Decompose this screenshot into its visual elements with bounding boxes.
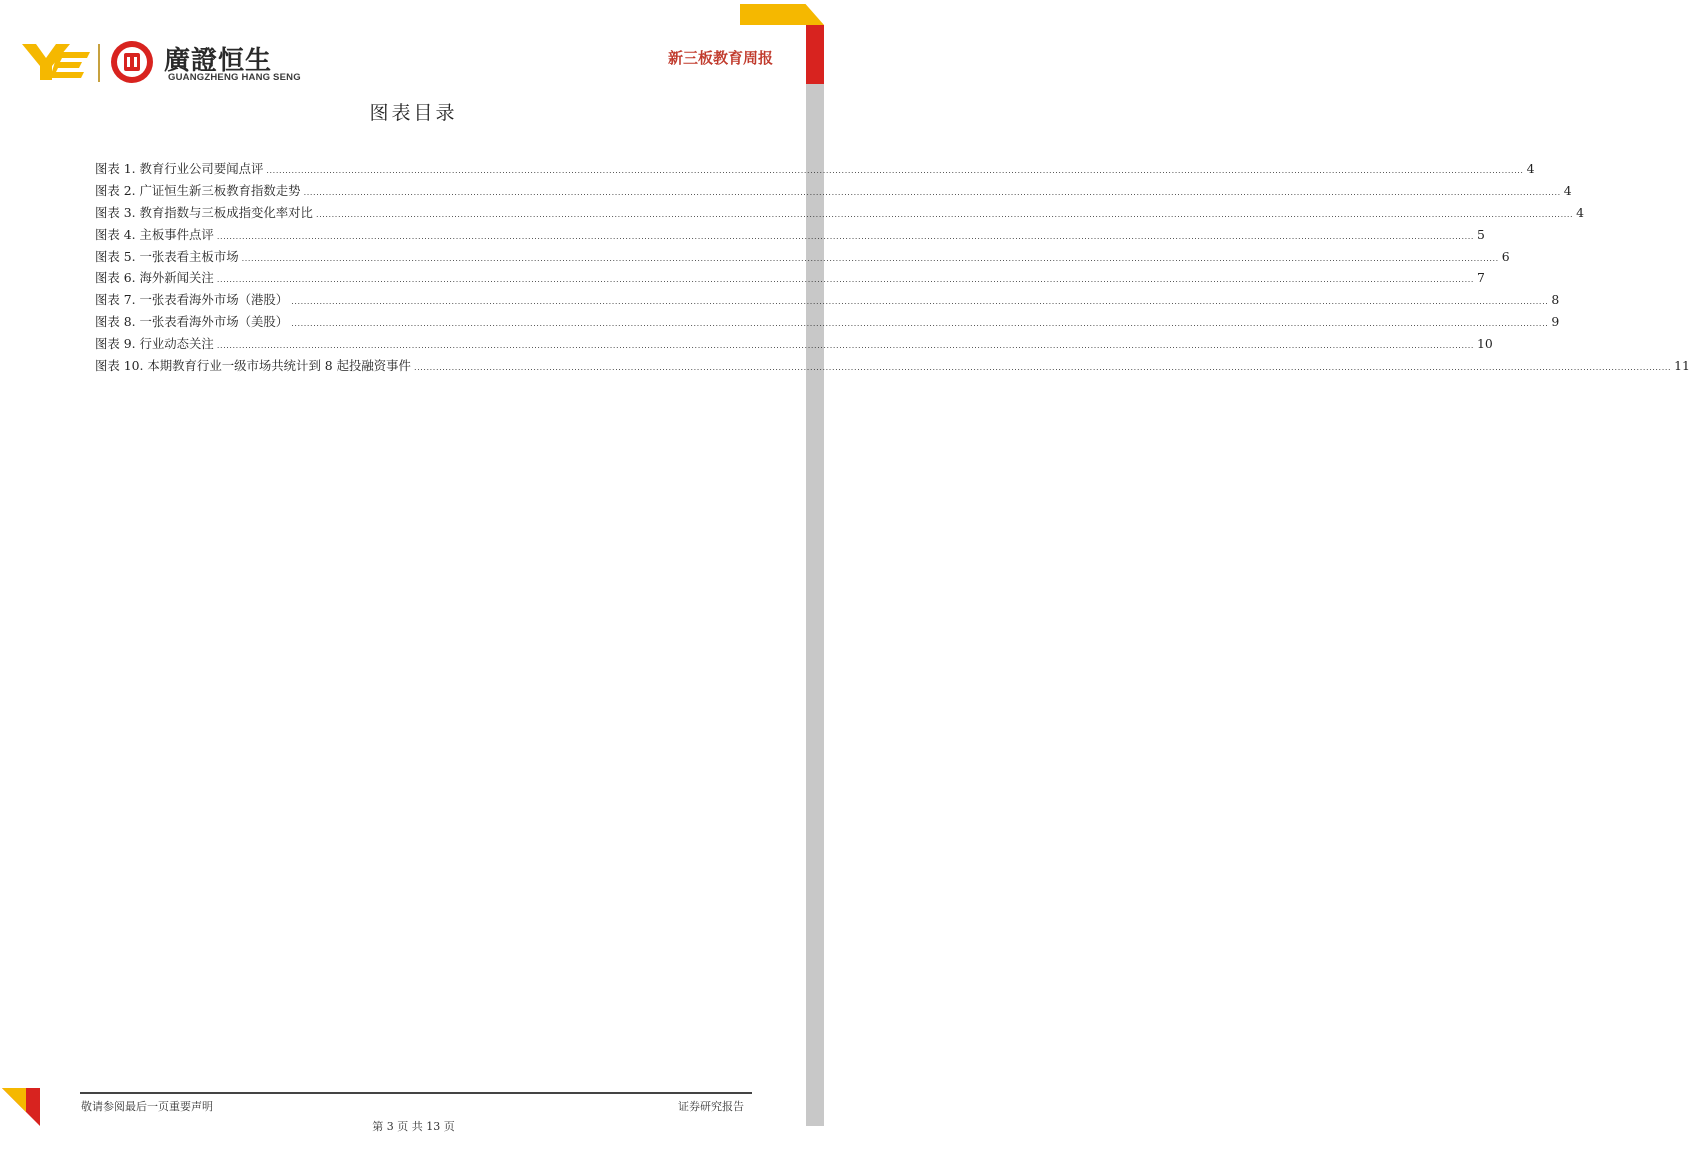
toc-leader-dots: ................................................................................................................................................................................................................................................................................................................................................................................................................	[216, 275, 1475, 285]
toc-entry-page: 9	[1551, 314, 1560, 330]
page-title: 图表目录	[369, 102, 458, 124]
toc-entry-label: 图表 2. 广证恒生新三板教育指数走势	[95, 182, 301, 198]
toc-entry-label: 图表 7. 一张表看海外市场（港股）	[95, 292, 289, 308]
toc-entry[interactable]	[95, 158, 1535, 180]
footer-report-category: 证券研究报告	[678, 1100, 744, 1113]
toc-entry[interactable]	[95, 224, 1485, 246]
toc-entry-page: 4	[1526, 161, 1535, 176]
logo-text-en: GUANGZHENG HANG SENG	[168, 72, 301, 83]
toc-leader-dots: ................................................................................................................................................................................................................................................................................................................................................................................................................	[291, 297, 1549, 307]
toc-entry[interactable]	[95, 267, 1485, 289]
toc-leader-dots: ................................................................................................................................................................................................................................................................................................................................................................................................................	[266, 166, 1524, 175]
toc-leader-dots: ................................................................................................................................................................................................................................................................................................................................................................................................................	[315, 209, 1574, 219]
toc-entry[interactable]	[95, 333, 1493, 355]
table-of-figures	[95, 158, 1690, 377]
toc-entry-label: 图表 10. 本期教育行业一级市场共统计到 8 起投融资事件	[95, 358, 411, 374]
toc-leader-dots: ................................................................................................................................................................................................................................................................................................................................................................................................................	[413, 363, 1672, 373]
toc-entry-page: 4	[1563, 182, 1572, 198]
toc-entry-page: 11	[1674, 358, 1690, 374]
toc-entry-label: 图表 1. 教育行业公司要闻点评	[95, 161, 264, 176]
seal-logo-icon	[110, 40, 154, 84]
toc-entry-page: 8	[1551, 292, 1560, 308]
footer-disclaimer-note: 敬请参阅最后一页重要声明	[81, 1100, 213, 1113]
toc-entry-page: 10	[1477, 336, 1493, 352]
toc-entry[interactable]	[95, 355, 1690, 377]
toc-leader-dots: ................................................................................................................................................................................................................................................................................................................................................................................................................	[291, 319, 1549, 329]
toc-entry-label: 图表 6. 海外新闻关注	[95, 270, 214, 286]
toc-entry-label: 图表 8. 一张表看海外市场（美股）	[95, 314, 289, 330]
toc-entry-page: 5	[1477, 226, 1485, 242]
logo-text-cn: 廣證恒生	[164, 46, 273, 76]
footer-page-number: 第 3 页 共 13 页	[372, 1120, 455, 1133]
toc-leader-dots: ................................................................................................................................................................................................................................................................................................................................................................................................................	[216, 341, 1475, 351]
toc-entry-label: 图表 9. 行业动态关注	[95, 336, 214, 352]
toc-entry[interactable]	[95, 289, 1560, 311]
report-type-label: 新三板教育周报	[668, 49, 774, 67]
logo-separator	[98, 44, 100, 82]
toc-entry-page: 7	[1477, 270, 1485, 286]
toc-leader-dots: ................................................................................................................................................................................................................................................................................................................................................................................................................	[241, 253, 1499, 263]
ye-logo-icon	[22, 42, 92, 82]
toc-entry-label: 图表 4. 主板事件点评	[95, 226, 214, 242]
header-yellow-accent	[740, 4, 824, 25]
toc-entry[interactable]	[95, 246, 1510, 268]
toc-entry[interactable]	[95, 180, 1572, 202]
toc-entry[interactable]	[95, 202, 1585, 224]
toc-leader-dots: ................................................................................................................................................................................................................................................................................................................................................................................................................	[303, 187, 1561, 197]
toc-entry[interactable]	[95, 311, 1560, 333]
footer-divider	[80, 1092, 752, 1094]
toc-entry-label: 图表 5. 一张表看主板市场	[95, 248, 239, 264]
side-red-accent	[806, 25, 824, 85]
toc-entry-page: 4	[1576, 204, 1585, 220]
toc-entry-page: 6	[1501, 248, 1510, 264]
toc-entry-label: 图表 3. 教育指数与三板成指变化率对比	[95, 204, 313, 220]
toc-leader-dots: ................................................................................................................................................................................................................................................................................................................................................................................................................	[216, 231, 1475, 241]
